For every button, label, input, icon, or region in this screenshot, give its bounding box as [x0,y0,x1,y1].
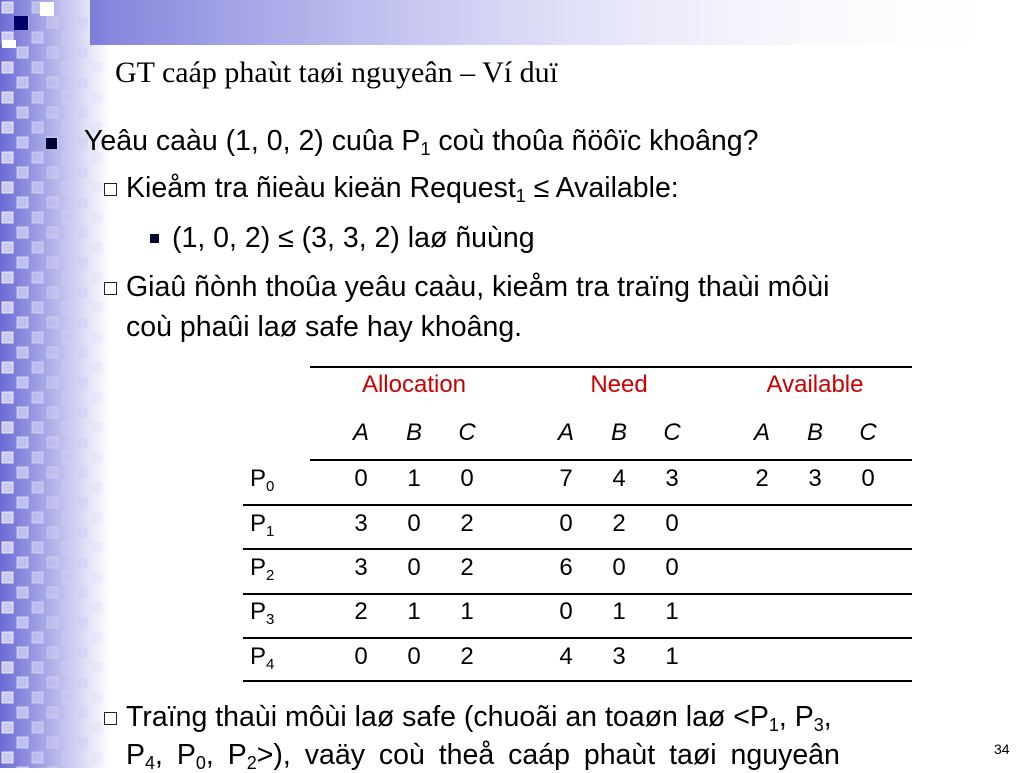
subscript: 1 [420,139,431,159]
table-cell: 3 [665,465,679,492]
subscript: 0 [195,753,206,773]
table-cell: 3 [808,465,822,492]
bullet-hollow-square-icon [104,183,117,196]
table-column-header: B [405,419,422,446]
bullet-text: Giaû ñònh thoûa yeâu caàu, kieåm tra traïng thaùi môùi [126,271,830,303]
bullet-check-condition [126,172,679,206]
bullet-text: >), vaäy coù theå caáp phaùt taøi nguyeân [256,739,840,771]
process-label [250,554,275,584]
table-cell: 0 [460,465,474,492]
table-cell: 2 [460,510,474,537]
bullet-hollow-square-icon [104,282,117,295]
subscript: 3 [813,715,824,735]
table-cell: 3 [612,643,626,670]
table-group-header: Need [590,371,648,398]
table-rule [243,637,912,639]
bullet-text: P [126,739,146,771]
table-cell: 0 [407,554,421,581]
table-cell: 2 [755,465,769,492]
table-column-header: C [458,419,476,446]
table-column-header: C [859,419,877,446]
table-cell: 0 [407,510,421,537]
table-cell: 0 [407,643,421,670]
bullet-text: , [823,701,832,733]
bullet-hollow-square-icon [104,712,117,725]
bullet-assume-grant-line2 [126,313,522,342]
table-rule [243,593,912,595]
subscript: 1 [768,715,779,735]
table-cell: 2 [460,643,474,670]
bullet-text: coù thoûa ñöôïc khoâng? [430,125,759,157]
table-column-header: A [557,419,574,446]
subscript: 0 [266,478,275,495]
table-cell: 0 [665,554,679,581]
bullet-assume-grant-line1 [126,273,829,302]
table-column-header: C [663,419,681,446]
process-prefix: P [250,643,267,670]
slide-title: GT caáp phaùt taøi nguyeân – Ví duï [115,56,558,89]
table-cell: 2 [612,510,626,537]
bullet-text: , P [778,701,814,733]
bullet-text: ≤ Available: [525,172,679,204]
decorative-checker-strip [0,0,110,768]
table-rule [243,680,912,682]
table-group-header: Allocation [361,371,467,398]
process-prefix: P [250,554,267,581]
table-cell: 1 [460,598,474,625]
subscript: 1 [515,186,526,206]
table-rule [243,548,912,550]
table-cell: 0 [559,510,573,537]
bullet-text: Kieåm tra ñieàu kieän Request [126,172,516,204]
table-column-header: B [610,419,627,446]
bullet-safe-state-line2 [126,739,840,773]
process-prefix: P [250,598,267,625]
subscript: 1 [266,523,275,540]
bullet-request-question [84,125,759,159]
bullet-text: , P [155,739,196,771]
process-label [250,510,275,540]
process-label [250,598,275,628]
table-column-header: B [806,419,823,446]
subscript: 4 [145,753,156,773]
process-prefix: P [250,510,267,537]
table-cell: 1 [612,598,626,625]
process-label [250,643,275,673]
bullet-text: , P [205,739,247,771]
bullet-square-icon [46,138,57,149]
bullet-text: (1, 0, 2) ≤ (3, 3, 2) laø ñuùng [172,222,535,254]
table-rule [310,366,912,368]
table-cell: 6 [559,554,573,581]
table-cell: 0 [665,510,679,537]
subscript: 4 [266,656,275,673]
table-cell: 2 [354,598,368,625]
bullet-text: Yeâu caàu (1, 0, 2) cuûa P [84,125,421,157]
table-cell: 0 [559,598,573,625]
table-cell: 1 [407,465,421,492]
table-cell: 0 [354,643,368,670]
table-cell: 1 [665,643,679,670]
table-cell: 2 [460,554,474,581]
table-cell: 0 [612,554,626,581]
bullet-comparison [172,224,535,253]
table-cell: 0 [354,465,368,492]
table-cell: 0 [861,465,875,492]
subscript: 3 [266,611,275,628]
process-label [250,465,275,495]
table-column-header: A [352,419,369,446]
bullet-text: coù phaûi laø safe hay khoâng. [126,311,523,343]
bullet-safe-state-line1 [126,701,832,735]
table-cell: 3 [354,510,368,537]
table-cell: 4 [559,643,573,670]
table-cell: 1 [407,598,421,625]
table-cell: 3 [354,554,368,581]
bullet-text: Traïng thaùi môùi laø safe (chuoãi an toaøn laø <P [126,701,769,733]
bullet-square-icon [150,234,159,243]
subscript: 2 [266,567,275,584]
table-group-header: Available [766,371,864,398]
table-column-header: A [753,419,770,446]
subscript: 2 [246,753,257,773]
process-prefix: P [250,465,267,492]
decorative-top-band [0,0,1024,48]
table-cell: 7 [559,465,573,492]
table-cell: 4 [612,465,626,492]
page-number: 34 [994,741,1010,757]
table-rule [243,504,912,506]
table-cell: 1 [665,598,679,625]
table-rule [310,459,912,461]
